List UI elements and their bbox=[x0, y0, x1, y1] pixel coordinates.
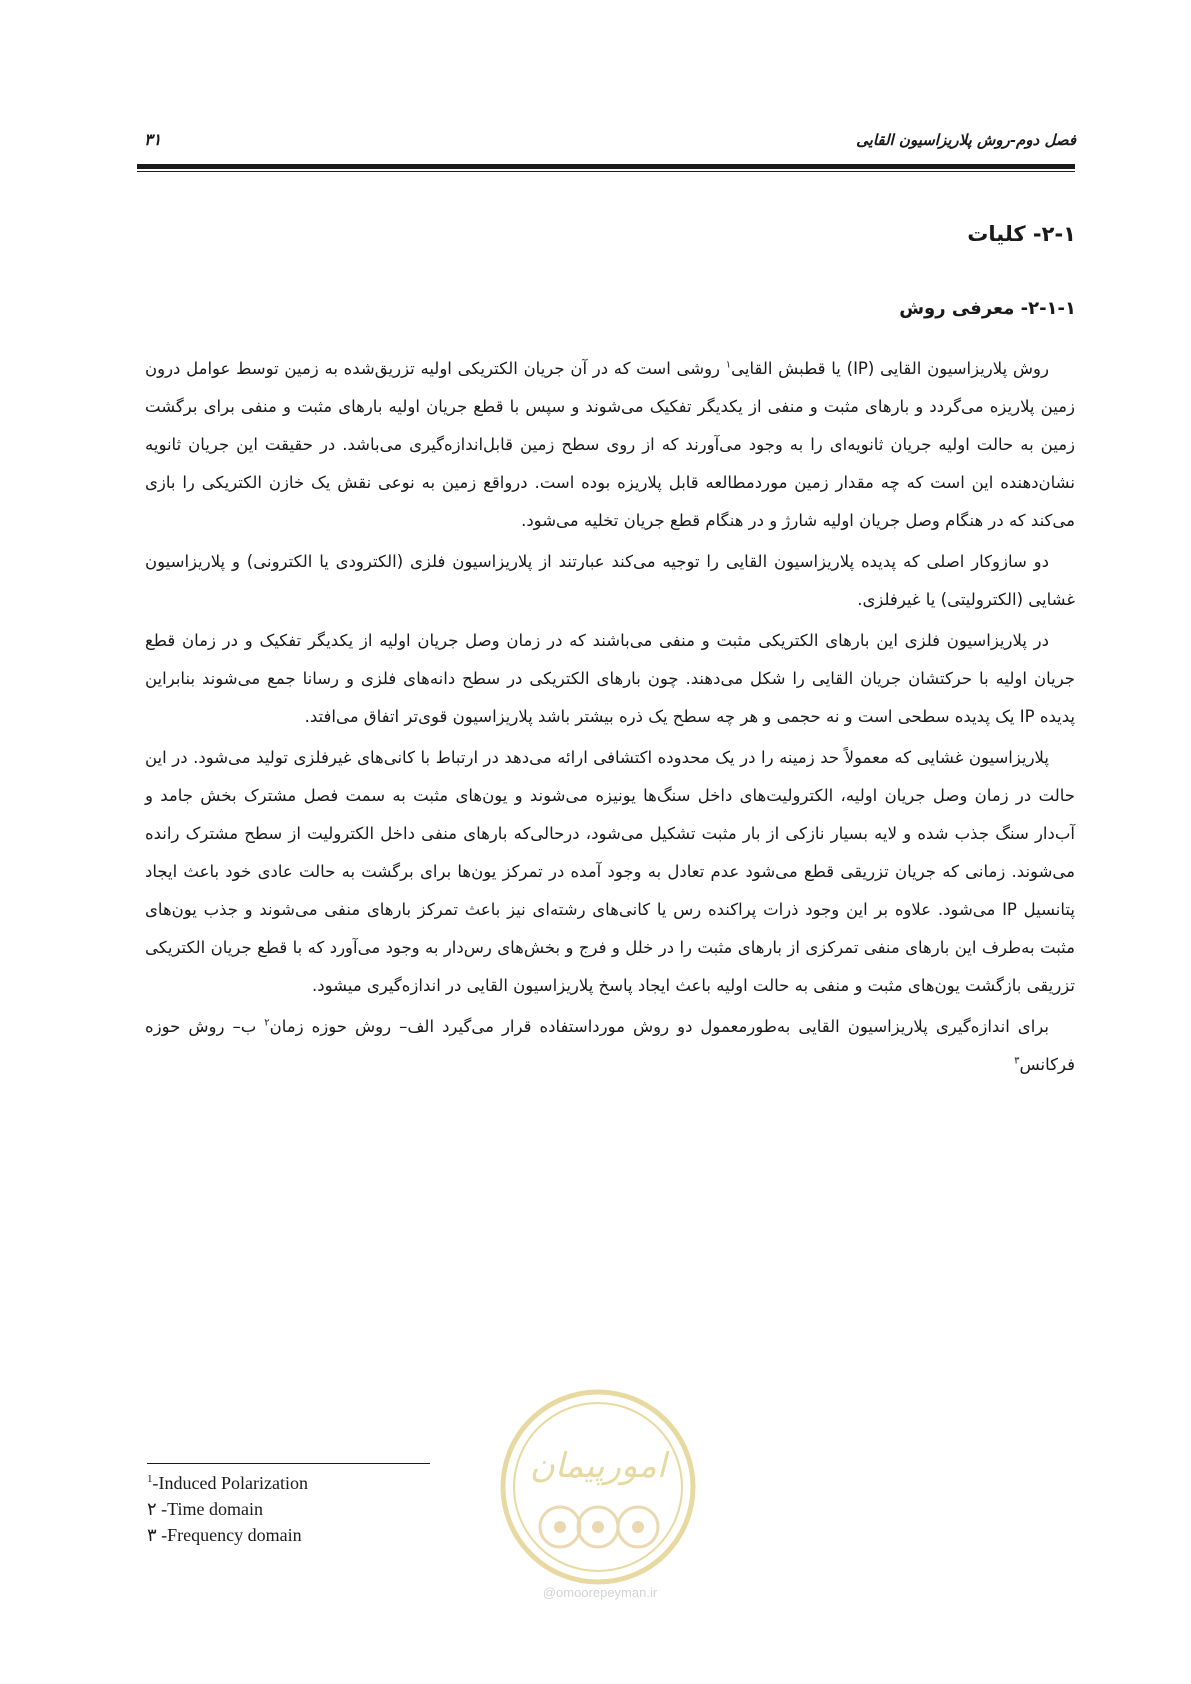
paragraph-2: دو سازوکار اصلی که پدیده پلاریزاسیون القایی را توجیه می‌کند عبارتند از پلاریزاسیون فلزی (الکترودی یا الکترونی) و پلاریزاسیون غشایی (الکترولیتی) یا غیرفلزی. bbox=[145, 552, 1075, 609]
footnote-ref-3: ۳ bbox=[1014, 1055, 1020, 1067]
footnote-ref-2: ۲ bbox=[264, 1017, 270, 1029]
subsection-heading: ۲-۱-۱- معرفی روش bbox=[899, 298, 1076, 319]
footnote-ref-1: ۱ bbox=[725, 359, 732, 371]
footnotes bbox=[147, 1470, 308, 1548]
header-rule-thick bbox=[137, 164, 1075, 169]
footnote-separator bbox=[147, 1463, 430, 1464]
chapter-title: فصل دوم-روش پلاریزاسیون القایی bbox=[856, 131, 1076, 149]
footnote-2: ۲ -Time domain bbox=[147, 1499, 264, 1519]
paragraph-1: روش پلاریزاسیون القایی (IP) یا قطبش القایی$^۱$ روشی است که در آن جریان الکتریکی اولیه تزریق‌شده به زمین توسط عوامل درون زمین پلاریزه می‌گردد و بارهای مثبت و منفی از یکدیگر تفکیک می‌شوند و سپس با قطع جریان اولیه بارهای مثبت و منفی برای برگشت زمین به حالت اولیه جریان ثانویه‌ای را به وجود می‌آورند که از روی سطح زمین قابل‌اندازه‌گیری می‌باشد. در حقیقت این جریان ثانویه نشان‌دهنده این است که چه مقدار زمین موردمطالعه قابل پلاریزه بوده است. درواقع زمین به نوعی نقش یک خازن الکتریکی را بازی می‌کند که در هنگام وصل جریان اولیه شارژ و در هنگام قطع جریان تخلیه می‌شود. bbox=[145, 359, 1075, 530]
watermark-url: @omoorepeyman.ir bbox=[542, 1585, 658, 1600]
paragraph-3: در پلاریزاسیون فلزی این بارهای الکتریکی مثبت و منفی می‌باشند که در زمان وصل جریان اولیه از یکدیگر تفکیک و در زمان قطع جریان اولیه با حرکتشان جریان القایی را شکل می‌دهند. چون بارهای الکتریکی در سطح دانه‌های فلزی و رسانا جمع می‌شوند بنابراین پدیده IP یک پدیده سطحی است و نه حجمی و هر چه سطح یک ذره بیشتر باشد پلاریزاسیون قوی‌تر اتفاق می‌افتد. bbox=[145, 631, 1075, 726]
paragraph-5: برای اندازه‌گیری پلاریزاسیون القایی به‌طورمعمول دو روش مورداستفاده قرار می‌گیرد الف– روش حوزه زمان$^۲$ ب– روش حوزه فرکانس$^۳$ bbox=[145, 1017, 1075, 1074]
paragraph-4: پلاریزاسیون غشایی که معمولاً حد زمینه را در یک محدوده اکتشافی ارائه می‌دهد در ارتباط با کانی‌های غیرفلزی تولید می‌شود. در این حالت در زمان وصل جریان اولیه، الکترولیت‌های داخل سنگ‌ها یونیزه می‌شوند و یون‌های مثبت به سمت فصل مشترک بخش جامد و آب‌دار سنگ جذب شده و لایه بسیار نازکی از بار مثبت تشکیل می‌شود، درحالی‌که بارهای منفی داخل الکترولیت از سطح مشترک رانده می‌شوند. زمانی که جریان تزریقی قطع می‌شود عدم تعادل به وجود آمده در تمرکز یون‌ها برای برگشت به حالت عادی خود باعث ایجاد پتانسیل IP می‌شود. علاوه بر این وجود ذرات پراکنده رس یا کانی‌های رشته‌ای نیز باعث تمرکز بارهای منفی می‌شوند و جذب یون‌های مثبت به‌طرف این بارهای منفی تمرکزی از بارهای مثبت را در خلل و فرج و بخش‌های رس‌دار به وجود می‌آورد که با قطع جریان الکتریکی تزریقی بازگشت یون‌های مثبت و منفی به حالت اولیه باعث ایجاد پاسخ پلاریزاسیون القایی در اندازه‌گیری میشود. bbox=[145, 748, 1075, 995]
footnote-1: $^1$-Induced Polarization bbox=[147, 1473, 308, 1493]
section-heading: ۲-۱- کلیات bbox=[967, 222, 1076, 246]
watermark-logo bbox=[498, 1387, 698, 1587]
header-rule-thin bbox=[137, 171, 1075, 172]
page-number: ۳۱ bbox=[144, 130, 162, 149]
body-text bbox=[145, 350, 1075, 1087]
watermark-logo-text: امورپیمان bbox=[529, 1446, 667, 1486]
footnote-3: ۳ -Frequency domain bbox=[147, 1525, 302, 1545]
